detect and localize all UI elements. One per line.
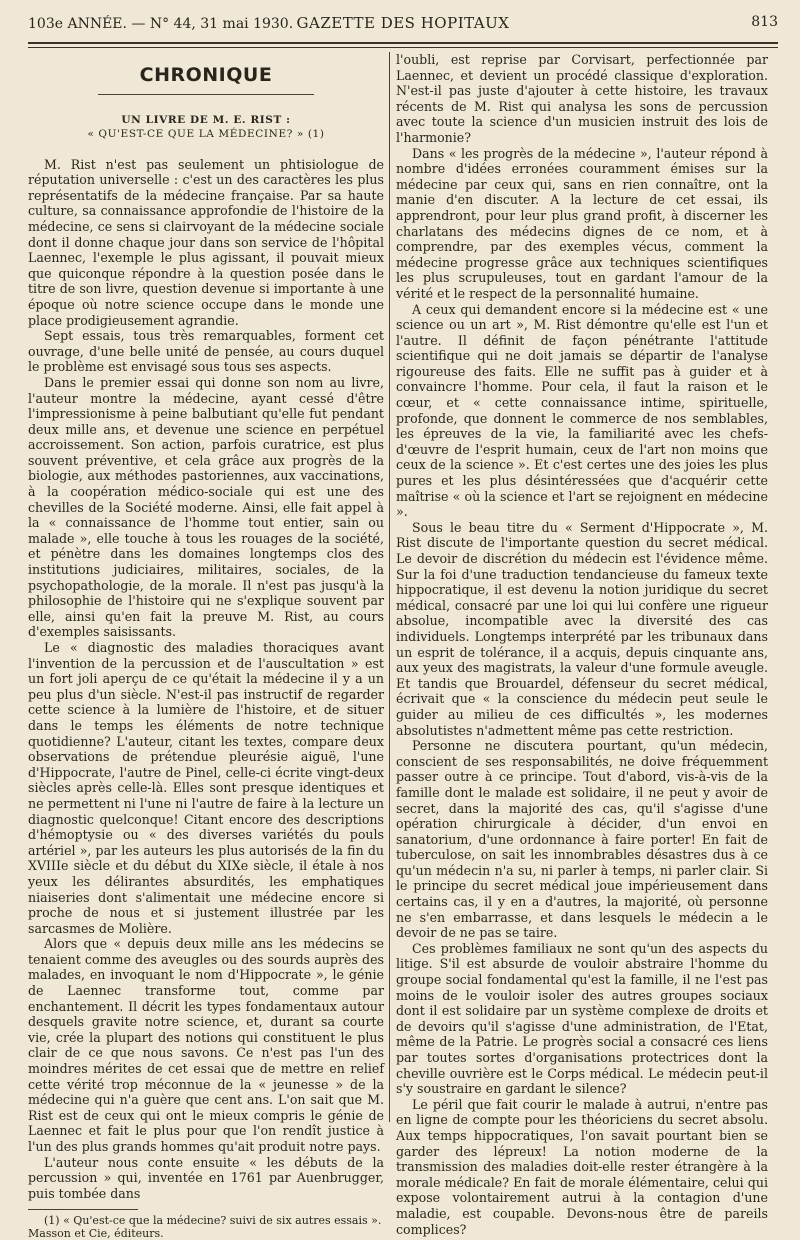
paragraph: Dans le premier essai qui donne son nom au livre, l'auteur montre la médecine, ayant cessé d'être l'impressionisme à peine balbutiant qu'elle fut pendant deux mille ans, et devenue une science en perpétuel accroissement. Son action, parfois curatrice, est plus souvent préventive, et cela grâce aux progrès de la biologie, aux méthodes pastoriennes, aux vaccinations, à la coopération médico-sociale qui est une des chevilles de la Société moderne. Ainsi, elle fait appel à la « connaissance de l'homme tout entier, sain ou malade », elle touche à tous les rouages de la société, et pénètre dans les domaines longtemps clos des institutions judiciaires, militaires, sociales, de la psychopathologie, de la morale. Il n'est pas jusqu'à la philosophie de l'histoire qui ne s'explique souvent par elle, ainsi qu'en fait la preuve M. Rist, au cours d'exemples saisissants. [28,374,384,640]
article-subtitle: « QU'EST-CE QUE LA MÉDECINE? » (1) [87,127,325,140]
section-divider [98,94,314,95]
paragraph: l'oubli, est reprise par Corvisart, perfectionnée par Laennec, et devient un procédé classique d'exploration. N'est-il pas juste d'ajouter à cette histoire, les travaux récents de M. Rist qui analysa les sons de percussion avec toute la science d'un musicien instruit des lois de l'harmonie? [396,52,768,145]
paragraph: Le péril que fait courir le malade à autrui, n'entre pas en ligne de compte pour les théoriciens du secret absolu. Aux temps hippocratiques, l'on savait pourtant bien se garder des lépreux! La notion moderne de la transmission des maladies doit-elle rester étrangère à la morale médicale? En fait de morale élémentaire, celui qui expose volontairement autrui à la contagion d'une maladie, est coupable. Devons-nous être de pareils complices? [396,1096,768,1237]
paragraph: Ces problèmes familiaux ne sont qu'un des aspects du litige. S'il est absurde de vouloir abstraire l'homme du groupe social fondamental qu'est la famille, il ne l'est pas moins de le vouloir isoler des autres groupes sociaux dont il est solidaire par un système complexe de droits et de devoirs qu'il s'agisse d'une administration, de l'Etat, même de la Patrie. Le progrès social a consacré ces liens par toutes sortes d'organisations protectrices dont la cheville ouvrière est le Corps médical. Le médecin peut-il s'y soustraire en gardant le silence? [396,940,768,1097]
issue-line: 103e ANNÉE. — N° 44, 31 mai 1930. [28,16,294,32]
journal-title: GAZETTE DES HOPITAUX [296,14,510,32]
right-column [396,52,768,1237]
paragraph: M. Rist n'est pas seulement un phtisiologue de réputation universelle : c'est un des caractères les plus représentatifs de la médecine française. Par sa haute culture, sa connaissance approfondie de l'histoire de la médecine, ce sens si clairvoyant de la médecine sociale dont il donne chaque jour dans son service de l'hôpital Laennec, l'exemple le plus agissant, il pouvait mieux que quiconque répondre à la question posée dans le titre de son livre, question devenue si importante à une époque où notre science occupe dans le monde une place prodigieusement agrandie. [28,156,384,328]
paragraph: Dans « les progrès de la médecine », l'auteur répond à nombre d'idées erronées couramment émises sur la médecine par ceux qui, sans en rien connaître, ont la manie d'en discuter. A la lecture de cet essai, ils apprendront, pour leur plus grand profit, à discerner les charlatans des médecins dignes de ce nom, et à comprendre, par des exemples vécus, comment la médecine progresse grâce aux techniques scientifiques les plus scrupuleuses, tout en gardant l'amour de la vérité et le respect de la personnalité humaine. [396,145,768,301]
header-rule-thin [28,47,778,48]
article-title: UN LIVRE DE M. E. RIST : [121,113,291,126]
footnote-rule [28,1209,138,1210]
footnote: (1) « Qu'est-ce que la médecine? suivi de six autres essais ». Masson et Cie, éditeurs. [28,1214,382,1240]
page-number: 813 [751,14,778,30]
paragraph: Personne ne discutera pourtant, qu'un médecin, conscient de ses responsabilités, ne doive fréquemment passer outre à ce principe. Tout d'abord, vis-à-vis de la famille dont le malade est solidaire, il ne peut y avoir de secret, dans la majorité des cas, qu'il s'agisse d'une opération chirurgicale à décider, d'un envoi en sanatorium, d'une ordonnance à faire porter! En fait de tuberculose, on sait les innombrables désastres dus à ce qu'un médecin n'a su, ni parler à temps, ni parler clair. Si le principe du secret médical joue impérieusement dans certains cas, il y en a d'autres, la majorité, où personne ne s'en embarrasse, et dans lesquels le médecin a le devoir de ne pas se taire. [396,738,768,941]
column-rule [389,52,390,1122]
paragraph: L'auteur nous conte ensuite « les débuts de la percussion » qui, inventée en 1761 par Auenbrugger, puis tombée dans [28,1154,384,1201]
paragraph: Alors que « depuis deux mille ans les médecins se tenaient comme des aveugles ou des sourds auprès des malades, en invoquant le nom d'Hippocrate », le génie de Laennec transforme tout, comme par enchantement. Il décrit les types fondamentaux autour desquels gravite notre science, et, durant sa courte vie, crée la plupart des notions qui constituent le plus clair de ce que nous savons. Ce n'est pas l'un des moindres mérites de cet essai que de mettre en relief cette vérité trop méconnue de la « jeunesse » de la médecine qui n'a guère que cent ans. L'on sait que M. Rist est de ceux qui ont le mieux compris le génie de Laennec et fait le plus pour que l'on rendît justice à l'un des plus grands hommes qu'ait produit notre pays. [28,936,384,1154]
left-column [28,52,384,1240]
running-header [28,12,778,38]
paragraph: Sept essais, tous très remarquables, forment cet ouvrage, d'une belle unité de pensée, au cours duquel le problème est envisagé sous tous ses aspects. [28,328,384,375]
header-rule-thick [28,42,778,44]
paragraph: Le « diagnostic des maladies thoraciques avant l'invention de la percussion et de l'auscultation » est un fort joli aperçu de ce qu'était la médecine il y a un peu plus d'un siècle. N'est-il pas instructif de regarder cette science à la lumière de l'histoire, et de situer dans le temps les éléments de notre technique quotidienne? L'auteur, citant les textes, compare deux observations de prétendue pleurésie aiguë, l'une d'Hippocrate, l'autre de Pinel, celle-ci écrite vingt-deux siècles après celle-là. Elles sont presque identiques et ne permettent ni l'une ni l'autre de faire à la lecture un diagnostic quelconque! Citant encore des descriptions d'hémoptysie ou « des diverses variétés du pouls artériel », par les auteurs les plus autorisés de la fin du XVIIIe siècle et du début du XIXe siècle, il étale à nos yeux les délirantes absurdités, les emphatiques niaiseries dont s'alimentait une médecine encore si proche de nous et si justement illustrée par les sarcasmes de Molière. [28,640,384,936]
paragraph: Sous le beau titre du « Serment d'Hippocrate », M. Rist discute de l'importante question du secret médical. Le devoir de discrétion du médecin est l'évidence même. Sur la foi d'une traduction tendancieuse du fameux texte hippocratique, il est devenu la notion juridique du secret médical, consacré par une loi qui lui confère une rigueur absolue, incompatible avec la diversité des cas individuels. Longtemps interprété par les tribunaux dans un esprit de tolérance, il a acquis, depuis cinquante ans, aux yeux des magistrats, la valeur d'une formule aveugle. Et tandis que Brouardel, défenseur du secret médical, écrivait que « la conscience du médecin peut seule le guider au milieu de ces difficultés », les modernes absolutistes n'admettent même pas cette restriction. [396,519,768,738]
section-title: CHRONIQUE [139,64,273,86]
paragraph: A ceux qui demandent encore si la médecine est « une science ou un art », M. Rist démontre qu'elle est l'un et l'autre. Il définit de façon pénétrante l'attitude scientifique qui ne doit jamais se départir de l'analyse rigoureuse des faits. Elle ne suffit pas à guider et à convaincre l'homme. Pour cela, il faut la raison et le cœur, et « cette connaissance intime, spirituelle, profonde, que donnent le commerce de nos semblables, les épreuves de la vie, la familiarité avec les chefs-d'œuvre de l'esprit humain, ceux de l'art non moins que ceux de la science ». Et c'est certes une des joies les plus pures et les plus désintéressées que d'acquérir cette maîtrise « où la science et l'art se rejoignent en médecine ». [396,301,768,520]
